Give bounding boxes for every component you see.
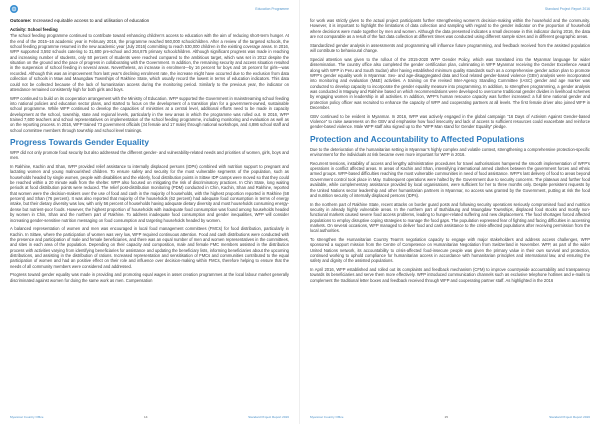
paragraph: WFP continued to build on its cooperation arrangement with the Ministry of Education. WFP supported the Government in mainstreaming school feeding into national policies and education sector plans, and started to focus on the development of a transition plan for a government-owned, sustainable school programme. While WFP continued to develop the capacities of ministries at a central level, additional efforts need to be made in capacity development at the school, township, state and regional levels, particularly in the new areas in which the programme was rolled out. In 2016, WFP trained 7,600 teachers and school representatives on implementation of the school feeding programme, including monitoring and evaluation as well as on the reporting process. In 2016, WFP trained 73 government officials (34 female and 17 male) through national workshops, and 4,886 school staff and school committee members through township and school level trainings.: [10, 95, 289, 133]
paragraph: Progress toward gender equality was made in providing and promoting equal wages in asset creation programmes at the local labour market generally discriminated against women for doing the same work as men. Compensation: [10, 272, 289, 283]
left-header: [10, 0, 289, 18]
paragraph: Standardized gender analysis in assessments and programming will influence future programming, and feedback received from the assisted population will contribute to behavioural change.: [310, 42, 590, 54]
right-footer: [310, 413, 590, 421]
paragraph: Due to the deterioration of the humanitarian setting in Myanmar’s highly complex and volatile context, strengthening a comprehensive protection-specific environment for the individuals at risk became even more important for WFP in 2016.: [310, 146, 590, 158]
footer-left-text: Myanmar Country Office: [310, 415, 344, 419]
paragraph: In the northern part of Rakhine State, recent attacks on border guard posts and following security operations seriously compromised food and nutrition security in already highly vulnerable areas. In the northern part of Buthidaung and Maungdaw Townships, displaced food stocks and mostly non-functional markets caused severe food access problems, leading to hunger-related suffering and new displacement. The food shortages forced affected populations to employ disruptive coping strategies to manage the food gaps. The population expressed fear of fighting and facing difficulties in accessing markets. On several occasions, WFP managed to deliver food and cash assistance to the crisis-affected populations after receiving permission from the local authorities.: [310, 201, 590, 234]
footer-right-text: Standard Project Report 2016: [248, 415, 289, 419]
section-heading-protection: Protection and Accountability to Affected Populations: [310, 133, 525, 144]
page-number: 15: [444, 415, 448, 419]
footer-left-text: Myanmar Country Office: [10, 415, 44, 419]
footer-right-text: Standard Project Report 2016: [549, 415, 590, 419]
left-footer: [10, 413, 289, 421]
outcome-line: [10, 18, 289, 24]
activity-title: Activity: School feeding: [10, 27, 58, 32]
paragraph: for work was strictly given to the actual project participants further strengthening women’s decision-making within the household and the community. However, it is important to highlight the limitations of data collection and sampling with regard to the gender indicator on the proportion of household where decisions were made together by men and women. Although the data presented indicates a small decrease in this indicator during 2016, the data are not comparable as a result of the fact data collection at different times was conducted using different sample sizes and in different geographic areas.: [310, 18, 590, 40]
page-number: 14: [144, 415, 148, 419]
right-page: [300, 0, 600, 424]
outcome-label: Outcome:: [10, 18, 32, 23]
paragraph: Recurrent tensions, instability of access and lengthy administrative procedures for travel authorisations hampered the smooth implementation of WFP’s operations in conflict affected areas. In areas of Kachin and Shan, intensifying international armed clashes between the government forces and ethnic armed groups. WFP-based difficulties reaching the most vulnerable communities in need of food assistance. WFP’s last delivery of food to areas beyond Government control took place in May. Subsequent operations were halted by the Government due to security concerns. The plateaus and further food available, while complementary assistance provided by local organisations, were sufficient for her to three months only. Despite persistent requests by the United Nations sector leadership and other humanitarian partners in Myanmar, no access was granted by the Government, putting at risk the food and nutrition security of internally displaced persons (IDPs).: [310, 160, 590, 198]
paragraph: In Rakhine, Kachin and Shan, WFP provided relief assistance to internally displaced persons (IDPs) combined with nutrition support to pregnant and lactating women and young malnourished children. To ensure safety and security for the most vulnerable segments of the population, such as households headed by single women, people with disabilities and the elderly, food distribution points in Sittwe IDP camps were moved so that they could be reached within a 20 minute walk from the shelter. WFP also focused on mitigating the risk of discriminatory practices. In Chin State, long waiting periods at food distribution points were reduced. The relief post-distribution monitoring (PDM) conducted in Chin, Kachin, Shan and Rakhine, reported that women were the decision-makers over the use of food and cash in the majority of households, with the highest proportion reported in Rakhine (58 percent) and Shan (76 percent). It was also reported that majority of the households (62 percent) had adequate food consumption in terms of energy intake, but their dietary diversity was low, with only 56 percent of households having adequate dietary diversity and most households consuming energy-dense but nutrient-poor foods. However, the highest proportion of households with inadequate food consumption was found among households headed by women in Chin, Shan and the northern part of Rakhine. To address inadequate food consumption and gender inequalities, WFP will consider increasing gender-sensitive nutrition messaging on food consumption and targeting households headed by women.: [10, 164, 289, 223]
section-heading-gender: Progress Towards Gender Equality: [10, 136, 150, 147]
paragraph: To strengthen the Humanitarian Country Team’s negotiation capacity to engage with major stakeholders and address access challenges, WFP sponsored a support mission from the Centre of Competence on Humanitarian Negotiation from Switzerland in November. WFP, as part of the wider United Nations network, its accountability to crisis-affected food-insecure people was given the primary value in their own survival and protection, continued working to uphold compliance for humanitarian access in accordance with humanitarian principles and international law, and ensuring the safety and dignity of the assisted populations.: [310, 237, 590, 264]
right-header: [310, 0, 590, 18]
paragraph: A balanced representation of women and men was encouraged in local food management committees (FMCs) for food distribution, particularly in Kachin. In Sittwe, where the participation of women was very low, WFP required continuous attention. Food and cash distributions were conducted with the presence and participation of male and female beneficiaries, and there was an equal number of men and women representatives in the committees, and sites in each area of the population. Depending on their capacity and composition, male and female FMC members assisted in the distribution process with activities varying from identifying beneficiaries for assistance and updating the beneficiary lists, informing beneficiaries about the upcoming distributions, and assisting in the distribution of rations. Increased representation and sensitisation of FMCs and communities contributed to the equal participation of women and had an positive effect on their role and influence over decision-making within FMCs, therefore helping to ensure that the needs of all community members were considered and addressed.: [10, 226, 289, 269]
paragraph: GBV continued to be evident in Myanmar. In 2016, WFP was actively engaged in the global campaign “16 Days of Activism Against Gender-based Violence” to raise awareness on the GBV and emphasise how food insecurity and lack of access to sufficient resources could exacerbate and reinforce gender-based violence. Male WFP staff also signed up to the “WFP Man stand for Gender Equality” pledge.: [310, 113, 590, 130]
paragraph: Special attention was given to the rollout of the 2015-2020 WFP Gender Policy, which was translated into the Myanmar language for wider dissemination. The country office also completed the gender certification plan, culminating in WFP Myanmar receiving the Gender Excellence Award along with WFP in Peru and South Sudan) after having established minimum quality standards such as a comprehensive gender action plan to promote WFP’s gender equality work in Myanmar. Sex- and age-disaggregated data and food related gender-based violence (GBV) analysis were incorporated into monitoring and evaluation (M&E) activities. A training on the revised Inter-Agency Standing Committee (IASC) gender and age marker was conducted to develop capacity to incorporate the gender equality measure into programming. In addition, to strengthen programming, a gender analysis was conducted in Magway and Rakhine based on which recommendations were developed to overcome traditional gender divides in livelihood schemes by engaging women in leadership in all activities. In addition, WFP’s human resource capacity was further increased: a full time national gender and protection policy officer was recruited to enhance the capacity of WFP and cooperating partners at all levels. The first female driver also joined WFP in December.: [310, 56, 590, 110]
running-head: Education Programme: [255, 7, 289, 11]
outcome-text: Increased equitable access to and utilisation of education: [32, 18, 150, 23]
paragraph: WFP did not only promote food security but also addressed the different gender- and vulnerability-related needs and priorities of women, girls, boys and men.: [10, 149, 289, 161]
paragraph: The school feeding programme continued to contribute toward enhancing children’s access to education with the aim of reducing short-term hunger. At the end of the 2015–16 academic year in February 2016, the programme reached 560,000 schoolchildren. After a review of the targeted schools, the school feeding programme resumed in the new academic year (July 2016) committing to reach 530,000 children in the existing coverage areas. In 2016, WFP supported 3,592 schools catering to 31,600 pre-school and 264,875 primary schoolchildren. Although significant progress was made in reaching and increasing number of students, only 50 percent of students were reached compared to the ambitious target, which was set in 2012 despite the situation on the ground and the pace of progress in collaborating with the Government. In addition, the remaining security and access situation resulted in the suspension of school feeding in several areas. Nevertheless, an increase in enrolment—by 16 percent for boys and 16 percent for girls—was recorded. Although this was an improvement from last year’s declining enrolment rate, the increase might have occurred due to the exclusion from data collection of schools in Maw and Maungdaw Townships of Rakhine State, which usually record the lowest in terms of education indicators. This data could not be collected because of the lack of humanitarian access during the monitoring period. Similarly to the previous year, the indicator on attendance remained consistently high for both girls and boys.: [10, 33, 289, 92]
wfp-logo-icon: [10, 5, 18, 13]
paragraph: In April 2016, WFP established and rolled out its complaints and feedback mechanism (CFM) to improve countrywide accountability and transparency towards its beneficiaries and serve them more effectively. WFP introduced communication channels such as exclusive telephone hotlines and e-mails to complement the traditional letter boxes and feedback received through WFP and cooperating partner staff. As highlighted in the 2016: [310, 267, 590, 283]
running-head: Standard Project Report 2016: [545, 7, 590, 11]
